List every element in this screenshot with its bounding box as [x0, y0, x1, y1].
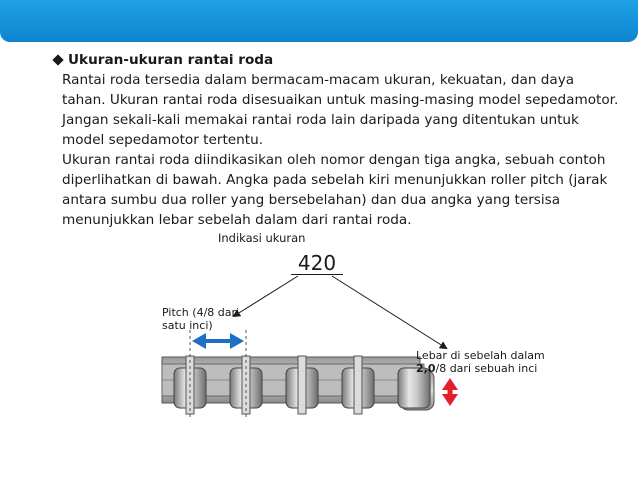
- width-value: 2,0: [416, 362, 436, 375]
- chain-size-code: 420: [291, 252, 343, 275]
- width-leader-line: [332, 276, 446, 348]
- paragraph-2: Ukuran rantai roda diindikasikan oleh nomor dengan tiga angka, sebuah contoh diperlihatkan di bawah. Angka pada sebelah kiri menunjukkan roller pitch (jarak antara sumbu dua roller yang bersebelahan) dan dua angka yang tersisa menunjukkan lebar sebelah dalam dari rantai roda.: [62, 152, 608, 228]
- width-label-rest: /8 dari sebuah inci: [435, 362, 538, 375]
- heading-text: Ukuran-ukuran rantai roda: [68, 52, 274, 68]
- pitch-label: Pitch (4/8 dari satu inci): [162, 306, 240, 332]
- size-indication-label: Indikasi ukuran: [218, 231, 306, 245]
- width-label-line1: Lebar di sebelah dalam: [416, 349, 545, 362]
- width-arrow: [442, 378, 458, 406]
- paragraph-1: Rantai roda tersedia dalam bermacam-macam ukuran, kekuatan, dan daya tahan. Ukuran rantai roda disesuaikan untuk masing-masing model sepedamotor. Jangan sekali-kali memakai rantai roda lain daripada yang ditentukan untuk model sepedamotor tertentu.: [62, 72, 619, 148]
- pitch-arrow: [192, 333, 244, 349]
- width-label-line2: [416, 362, 566, 375]
- width-label: [416, 349, 566, 375]
